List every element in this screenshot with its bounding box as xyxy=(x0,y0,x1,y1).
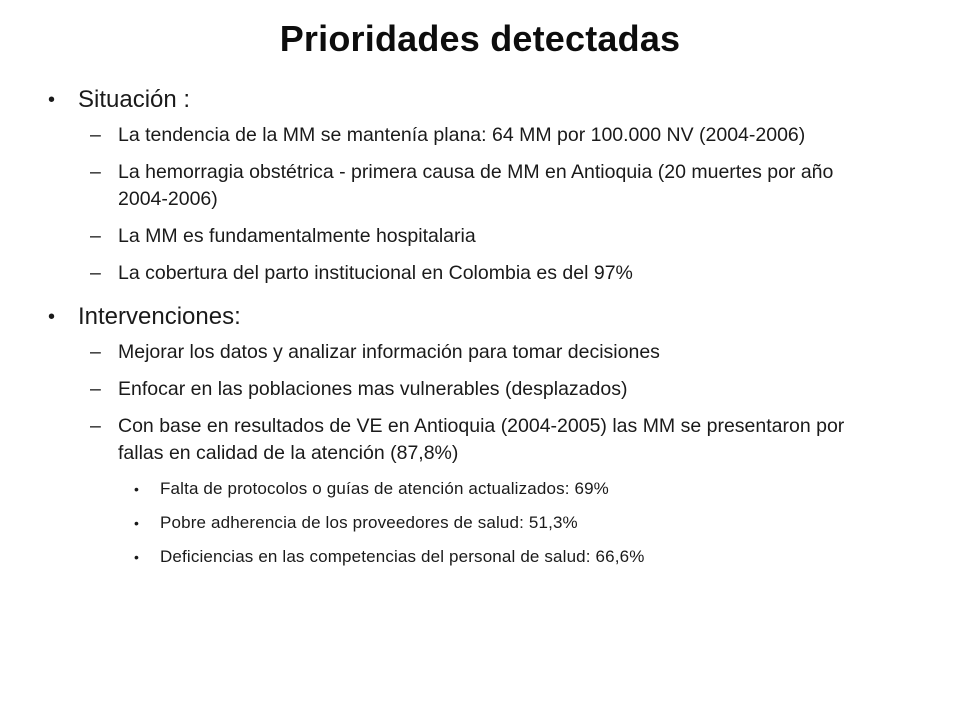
list-item-text: La hemorragia obstétrica - primera causa de MM en Antioquia (20 muertes por año 2004-2006) xyxy=(118,161,834,210)
bullet-intervenciones xyxy=(48,301,888,333)
sub-list-item-text: Pobre adherencia de los proveedores de salud: 51,3% xyxy=(160,513,578,532)
sub-bullet-icon: • xyxy=(134,549,140,565)
bullet-situacion xyxy=(48,84,888,116)
situacion-list xyxy=(48,122,888,287)
bullet-icon: • xyxy=(48,89,56,111)
sub-list-item xyxy=(48,545,888,569)
sub-list-item-text: Deficiencias en las competencias del personal de salud: 66,6% xyxy=(160,547,645,566)
dash-icon: – xyxy=(90,262,101,284)
list-item xyxy=(48,260,888,287)
sub-list-item xyxy=(48,477,888,501)
list-item-text: Mejorar los datos y analizar información para tomar decisiones xyxy=(118,341,660,363)
dash-icon: – xyxy=(90,124,101,146)
sub-list-item xyxy=(48,511,888,535)
list-item xyxy=(48,413,888,467)
intervenciones-list xyxy=(48,339,888,569)
dash-icon: – xyxy=(90,378,101,400)
slide-title: Prioridades detectadas xyxy=(279,18,681,59)
dash-icon: – xyxy=(90,415,101,437)
list-item xyxy=(48,339,888,366)
sub-bullet-list xyxy=(48,477,888,569)
list-item-text: La MM es fundamentalmente hospitalaria xyxy=(118,225,476,247)
list-item-text: Enfocar en las poblaciones mas vulnerables (desplazados) xyxy=(118,378,628,400)
list-item-text: La tendencia de la MM se mantenía plana: 64 MM por 100.000 NV (2004-2006) xyxy=(118,124,806,146)
dash-icon: – xyxy=(90,225,101,247)
list-item xyxy=(48,223,888,250)
dash-icon: – xyxy=(90,161,101,183)
sub-bullet-icon: • xyxy=(134,481,140,497)
sub-list-item-text: Falta de protocolos o guías de atención actualizados: 69% xyxy=(160,479,609,498)
list-item-text: La cobertura del parto institucional en Colombia es del 97% xyxy=(118,262,633,284)
list-item-text: Con base en resultados de VE en Antioquia (2004-2005) las MM se presentaron por fallas en calidad de la atención (87,8%) xyxy=(118,415,845,464)
list-item xyxy=(48,122,888,149)
section-heading: Situación : xyxy=(78,86,191,113)
sub-bullet-icon: • xyxy=(134,515,140,531)
list-item xyxy=(48,159,888,213)
bullet-icon: • xyxy=(48,306,56,328)
list-item xyxy=(48,376,888,403)
slide-content xyxy=(48,84,888,583)
section-heading: Intervenciones: xyxy=(78,303,241,330)
dash-icon: – xyxy=(90,341,101,363)
